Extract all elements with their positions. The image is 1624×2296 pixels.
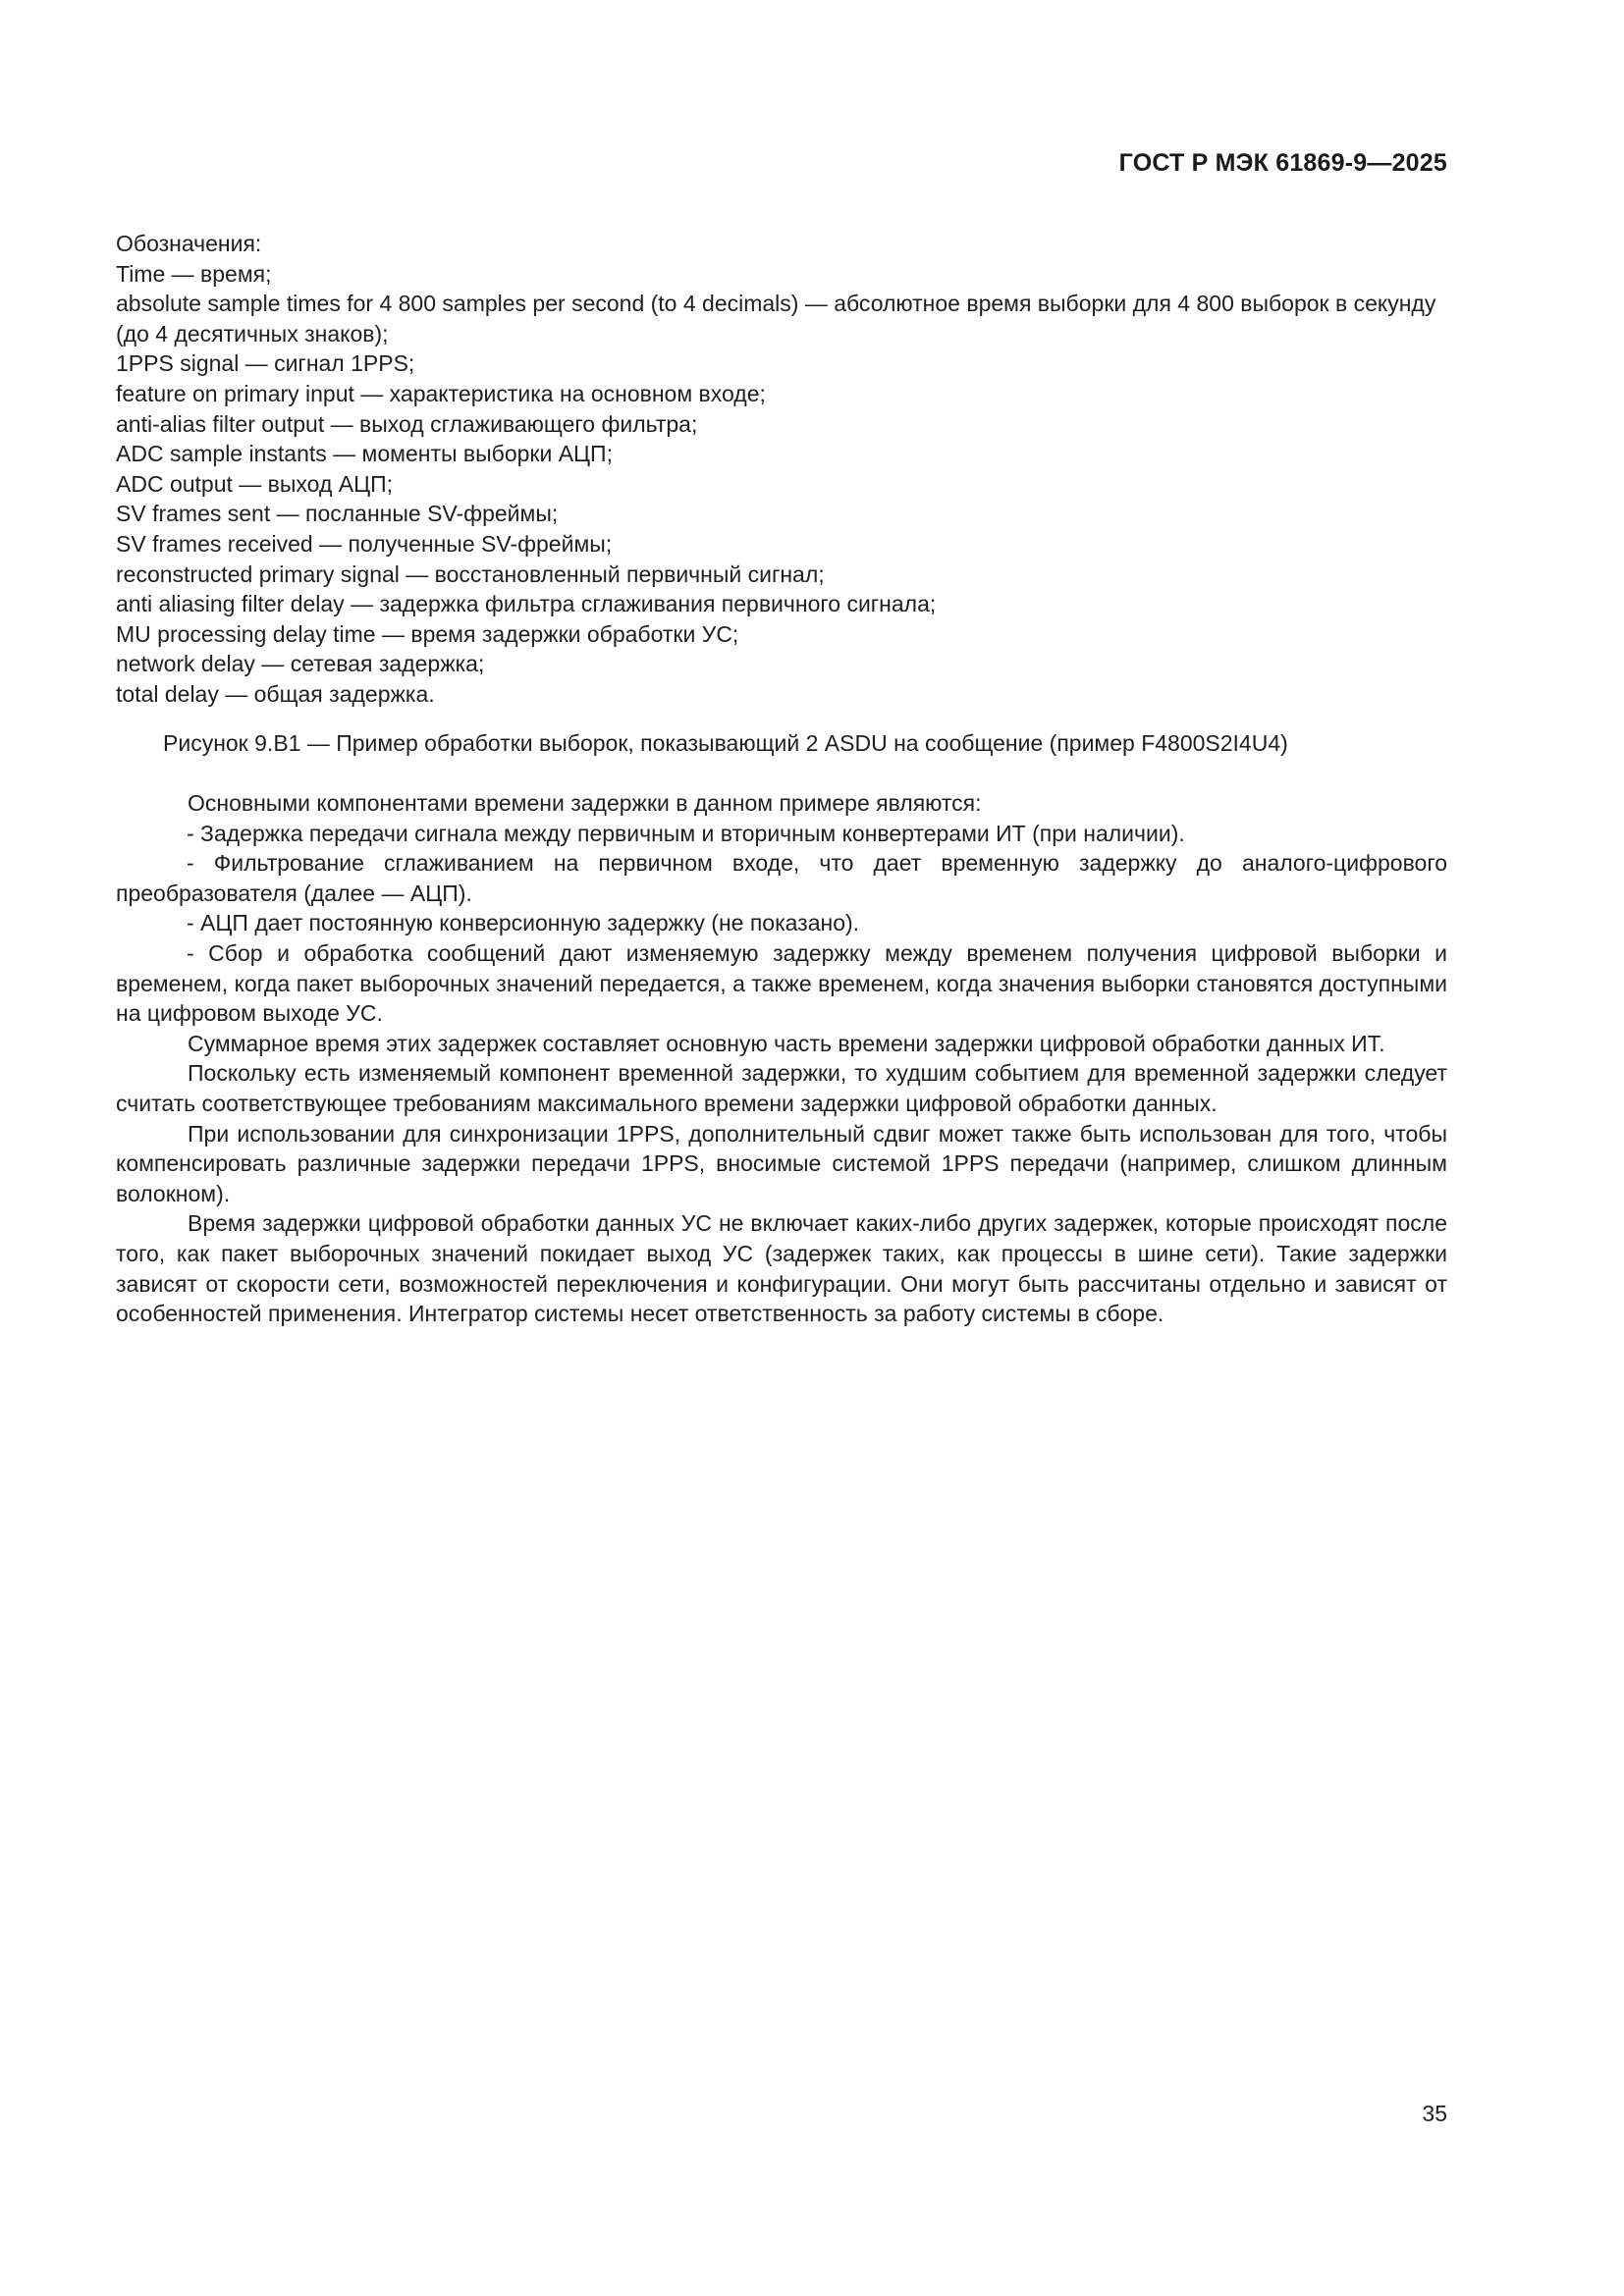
page-number: 35: [1422, 2101, 1447, 2126]
legend-title: Обозначения:: [116, 231, 262, 256]
legend-item: SV frames sent — посланные SV-фреймы;: [116, 501, 559, 527]
legend-item: SV frames received — полученные SV-фреймы;: [116, 530, 613, 557]
list-item: - Фильтрование сглаживанием на первичном входе, что дает временную задержку до аналого-цифрового преобразователя (далее — АЦП).: [116, 850, 1447, 906]
list-item: - Задержка передачи сигнала между первичным и вторичным конвертерами ИТ (при наличии).: [187, 820, 1185, 846]
figure-legend: [116, 229, 1451, 710]
paragraph: При использовании для синхронизации 1PPS, дополнительный сдвиг может также быть использован для того, чтобы компенсировать различные задержки передачи 1PPS, вносимые системой 1PPS передачи (например, слишком длинным волокном).: [116, 1120, 1447, 1206]
legend-item: network delay — сетевая задержка;: [116, 651, 485, 677]
legend-item: MU processing delay time — время задержки обработки УС;: [116, 620, 739, 647]
paragraph: Поскольку есть изменяемый компонент временной задержки, то худшим событием для временной задержки следует считать соответствующее требованиям максимального времени задержки цифровой обработки данных.: [116, 1060, 1447, 1116]
legend-item: feature on primary input — характеристика на основном входе;: [116, 380, 766, 406]
list-item: - Сбор и обработка сообщений дают изменяемую задержку между временем получения цифровой выборки и временем, когда пакет выборочных значений передается, а также временем, когда значения выборки становятся доступными на цифровом выходе УС.: [116, 939, 1447, 1027]
legend-item: total delay — общая задержка.: [116, 680, 435, 707]
list-item: - АЦП дает постоянную конверсионную задержку (не показано).: [187, 910, 860, 936]
legend-item: ADC sample instants — моменты выборки АЦП;: [116, 441, 613, 467]
document-standard-id: ГОСТ Р МЭК 61869-9—2025: [1118, 149, 1447, 177]
legend-item: anti aliasing filter delay — задержка фильтра сглаживания первичного сигнала;: [116, 591, 937, 617]
legend-item: ADC output — выход АЦП;: [116, 470, 394, 497]
legend-item: reconstructed primary signal — восстановленный первичный сигнал;: [116, 561, 825, 587]
figure-caption: Рисунок 9.В1 — Пример обработки выборок, показывающий 2 ASDU на сообщение (пример F4800S2I4U4): [163, 730, 1288, 756]
paragraph: Суммарное время этих задержек составляет основную часть времени задержки цифровой обработки данных ИТ.: [188, 1030, 1385, 1056]
body-text: [116, 788, 1447, 1329]
legend-item: anti-alias filter output — выход сглаживающего фильтра;: [116, 410, 698, 437]
paragraph: Время задержки цифровой обработки данных УС не включает каких-либо других задержек, которые происходят после того, как пакет выборочных значений покидает выход УС (задержек таких, как процессы в шине сети). Такие задержки зависят от скорости сети, возможностей переключения и конфигурации. Они могут быть рассчитаны отдельно и зависят от особенностей применения. Интегратор системы несет ответственность за работу системы в сборе.: [116, 1210, 1447, 1327]
legend-item: Time — время;: [116, 260, 272, 287]
paragraph: Основными компонентами времени задержки в данном примере являются:: [188, 790, 982, 816]
legend-item: 1PPS signal — сигнал 1PPS;: [116, 350, 415, 377]
legend-item: absolute sample times for 4 800 samples per second (to 4 decimals) — абсолютное время выборки для 4 800 выборок в секунду (до 4 десятичных знаков);: [116, 291, 1436, 347]
